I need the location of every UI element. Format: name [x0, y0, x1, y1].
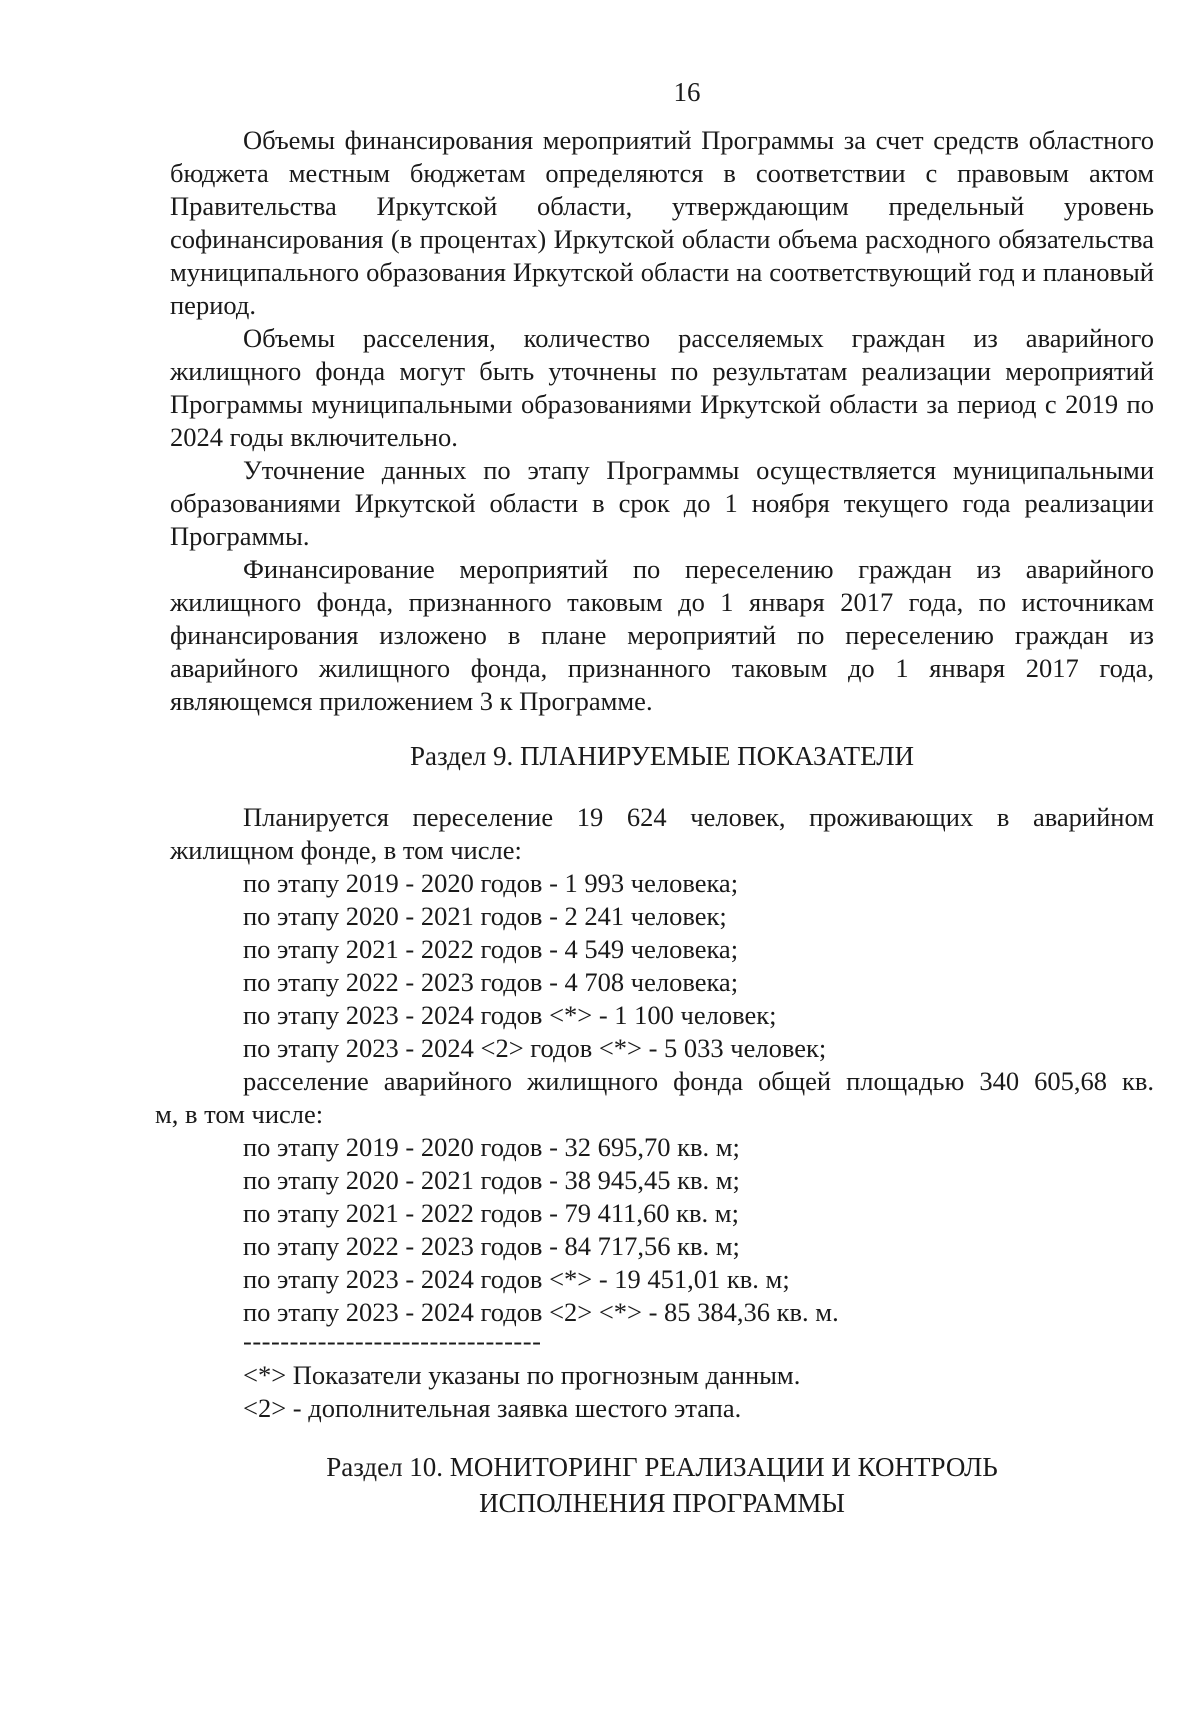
area-stage-item: по этапу 2020 - 2021 годов - 38 945,45 кв. м;	[243, 1165, 740, 1195]
section-9-intro: Планируется переселение 19 624 человек, проживающих в аварийном жилищном фонде, в том числе:	[170, 802, 1154, 865]
section-10-heading-line: Раздел 10. МОНИТОРИНГ РЕАЛИЗАЦИИ И КОНТРОЛЬ	[326, 1452, 998, 1482]
paragraph-financing-volumes: Объемы финансирования мероприятий Программы за счет средств областного бюджета местным бюджетам определяются в соответствии с правовым актом Правительства Иркутской области, утверждающим предельный уровень софинансирования (в процентах) Иркутской области объема расходного обязательства муниципального образования Иркутской области на соответствующий год и плановый период.	[170, 125, 1154, 320]
paragraph-resettlement-volumes: Объемы расселения, количество расселяемых граждан из аварийного жилищного фонда могут быть уточнены по результатам реализации мероприятий Программы муниципальными образованиями Иркутской области за период с 2019 по 2024 годы включительно.	[170, 323, 1154, 452]
people-stage-item: по этапу 2019 - 2020 годов - 1 993 человека;	[243, 868, 739, 898]
section-10-heading-line: ИСПОЛНЕНИЯ ПРОГРАММЫ	[479, 1488, 845, 1518]
people-stage-item: по этапу 2023 - 2024 годов <*> - 1 100 человек;	[243, 1000, 777, 1030]
area-stage-item: по этапу 2022 - 2023 годов - 84 717,56 кв. м;	[243, 1231, 740, 1261]
footnote-separator: --------------------------------	[243, 1326, 542, 1356]
section-9-heading: Раздел 9. ПЛАНИРУЕМЫЕ ПОКАЗАТЕЛИ	[409, 741, 915, 771]
area-intro-line: расселение аварийного жилищного фонда общей площадью 340 605,68 кв.	[243, 1066, 1154, 1096]
paragraph-data-refinement: Уточнение данных по этапу Программы осуществляется муниципальными образованиями Иркутской области в срок до 1 ноября текущего года реализации Программы.	[170, 455, 1154, 551]
area-stage-list	[170, 1131, 1154, 1329]
people-stage-list	[170, 867, 1154, 1065]
area-stage-item: по этапу 2019 - 2020 годов - 32 695,70 кв. м;	[243, 1132, 740, 1162]
people-stage-item: по этапу 2020 - 2021 годов - 2 241 человек;	[243, 901, 727, 931]
people-stage-item: по этапу 2021 - 2022 годов - 4 549 человека;	[243, 934, 739, 964]
area-stage-item: по этапу 2023 - 2024 годов <*> - 19 451,01 кв. м;	[243, 1264, 790, 1294]
document-body	[155, 124, 1154, 1521]
footnote-forecast: <*> Показатели указаны по прогнозным данным.	[243, 1360, 801, 1390]
area-intro-continuation: м, в том числе:	[155, 1099, 324, 1129]
footnote-additional-request: <2> - дополнительная заявка шестого этапа.	[243, 1393, 742, 1423]
people-stage-item: по этапу 2022 - 2023 годов - 4 708 человека;	[243, 967, 739, 997]
paragraph-financing-sources: Финансирование мероприятий по переселению граждан из аварийного жилищного фонда, признанного таковым до 1 января 2017 года, по источникам финансирования изложено в плане мероприятий по переселению граждан из аварийного жилищного фонда, признанного таковым до 1 января 2017 года, являющемся приложением 3 к Программе.	[170, 554, 1154, 716]
page-number: 16	[673, 77, 701, 107]
section-10-heading	[170, 1449, 1154, 1521]
area-stage-item: по этапу 2023 - 2024 годов <2> <*> - 85 384,36 кв. м.	[243, 1297, 839, 1327]
area-stage-item: по этапу 2021 - 2022 годов - 79 411,60 кв. м;	[243, 1198, 739, 1228]
people-stage-item: по этапу 2023 - 2024 <2> годов <*> - 5 033 человек;	[243, 1033, 827, 1063]
